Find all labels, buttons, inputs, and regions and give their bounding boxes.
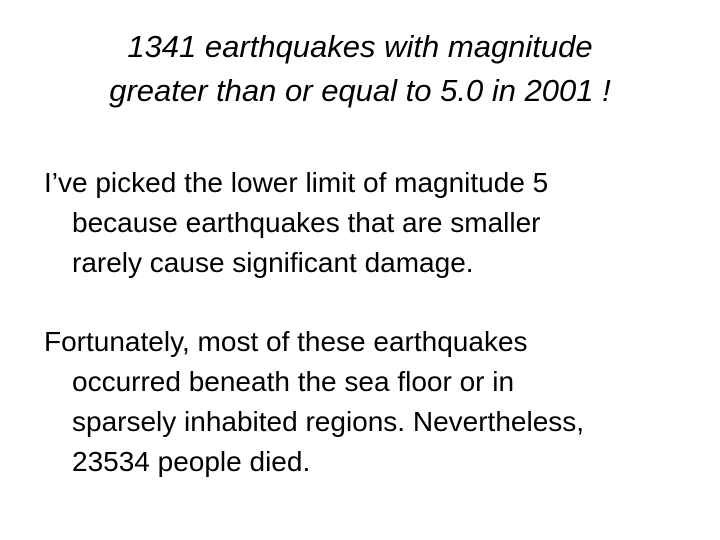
- paragraph-line: rarely cause significant damage.: [72, 247, 474, 278]
- title-line: greater than or equal to 5.0 in 2001 !: [109, 73, 611, 108]
- paragraph-line: I’ve picked the lower limit of magnitude 5: [44, 167, 549, 198]
- paragraph-line: sparsely inhabited regions. Nevertheless,: [72, 406, 585, 437]
- paragraph-line: occurred beneath the sea floor or in: [72, 366, 515, 397]
- paragraph-magnitude-limit: [44, 163, 704, 283]
- paragraph-line: 23534 people died.: [72, 446, 311, 477]
- paragraph-line: Fortunately, most of these earthquakes: [44, 326, 528, 357]
- title-line: 1341 earthquakes with magnitude: [127, 29, 593, 64]
- paragraph-casualties: [44, 322, 704, 482]
- paragraph-line: because earthquakes that are smaller: [72, 207, 541, 238]
- slide-title: [40, 25, 680, 113]
